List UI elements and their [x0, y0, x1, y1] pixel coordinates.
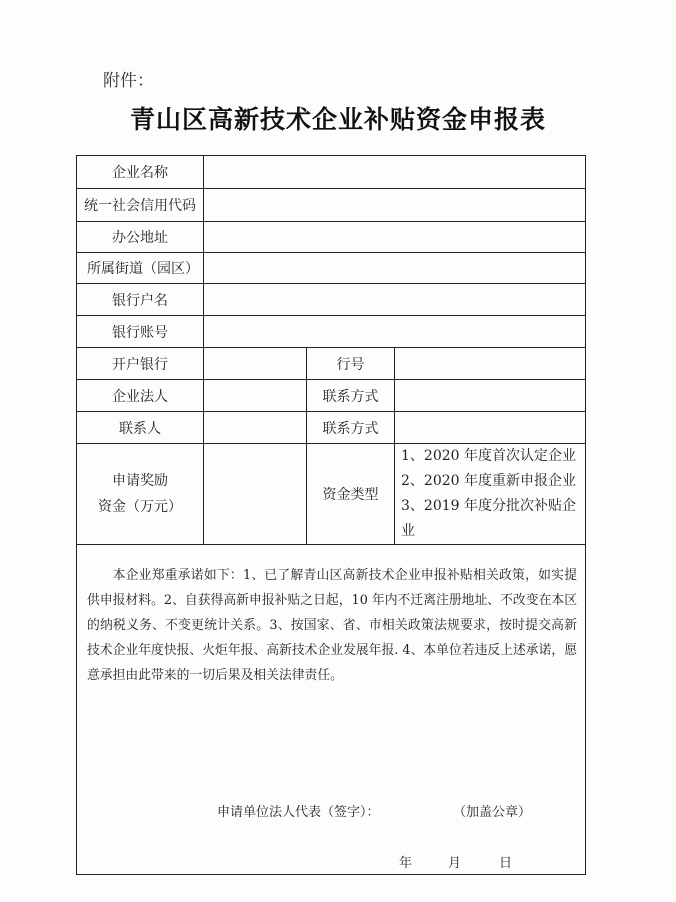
legal-person-contact-field[interactable]: [395, 380, 586, 412]
amount-label-line2: 资金（万元）: [98, 499, 182, 515]
contact-person-contact-field[interactable]: [395, 412, 586, 444]
bank-account-name-label: 银行户名: [77, 284, 204, 316]
fund-type-options: [395, 444, 586, 545]
promise-text: 本企业郑重承诺如下：1、已了解青山区高新技术企业申报补贴相关政策，如实提供申报材料。2、自获得高新申报补贴之日起，10 年内不迁离注册地址、不改变在本区的纳税义务、不变更统计关系。3、按国家、省、市相关政策法规要求，按时提交高新技术企业年度快报、火炬年报、高新技术企业发展年报. 4、本单位若违反上述承诺，愿意承担由此带来的一切后果及相关法律责任。: [87, 568, 578, 683]
attachment-label: 附件：: [103, 71, 154, 91]
open-bank-label: 开户银行: [77, 348, 204, 380]
signature-label: 申请单位法人代表（签字）：: [217, 805, 380, 820]
table-row: [77, 380, 586, 412]
contact-person-field[interactable]: [204, 412, 307, 444]
table-row: [77, 412, 586, 444]
bank-no-field[interactable]: [395, 348, 586, 380]
fund-type-option[interactable]: 3、2019 年度分批次补贴企业: [401, 498, 576, 539]
table-row: [77, 253, 586, 284]
credit-code-label: 统一社会信用代码: [77, 189, 204, 222]
street-park-label: 所属街道（园区）: [77, 253, 204, 284]
bank-account-name-field[interactable]: [204, 284, 586, 316]
fund-type-label: 资金类型: [307, 444, 395, 545]
promise-section: [77, 545, 586, 875]
office-address-field[interactable]: [204, 222, 586, 253]
application-form-table: [76, 155, 586, 875]
office-address-label: 办公地址: [77, 222, 204, 253]
year-label: 年: [399, 856, 413, 871]
amount-label-line1: 申请奖励: [112, 473, 168, 489]
day-label: 日: [499, 856, 513, 871]
fund-type-option[interactable]: 1、2020 年度首次认定企业: [401, 448, 576, 464]
fund-type-option[interactable]: 2、2020 年度重新申报企业: [401, 473, 576, 489]
contact-method-label: 联系方式: [307, 412, 395, 444]
open-bank-field[interactable]: [204, 348, 307, 380]
month-label: 月: [448, 856, 462, 871]
bank-no-label: 行号: [307, 348, 395, 380]
table-row: [77, 444, 586, 545]
contact-person-label: 联系人: [77, 412, 204, 444]
table-row: [77, 284, 586, 316]
table-row: [77, 189, 586, 222]
seal-label: （加盖公章）: [453, 805, 532, 820]
table-row: [77, 348, 586, 380]
legal-person-field[interactable]: [204, 380, 307, 412]
table-row: [77, 316, 586, 348]
table-row: [77, 545, 586, 875]
date-line: [399, 852, 512, 871]
credit-code-field[interactable]: [204, 189, 586, 222]
company-name-label: 企业名称: [77, 156, 204, 189]
bank-account-number-label: 银行账号: [77, 316, 204, 348]
amount-label: [77, 444, 204, 545]
legal-person-label: 企业法人: [77, 380, 204, 412]
street-park-field[interactable]: [204, 253, 586, 284]
table-row: [77, 156, 586, 189]
table-row: [77, 222, 586, 253]
contact-method-label: 联系方式: [307, 380, 395, 412]
company-name-field[interactable]: [204, 156, 586, 189]
page-title: 青山区高新技术企业补贴资金申报表: [129, 105, 546, 134]
bank-account-number-field[interactable]: [204, 316, 586, 348]
amount-field[interactable]: [204, 444, 307, 545]
